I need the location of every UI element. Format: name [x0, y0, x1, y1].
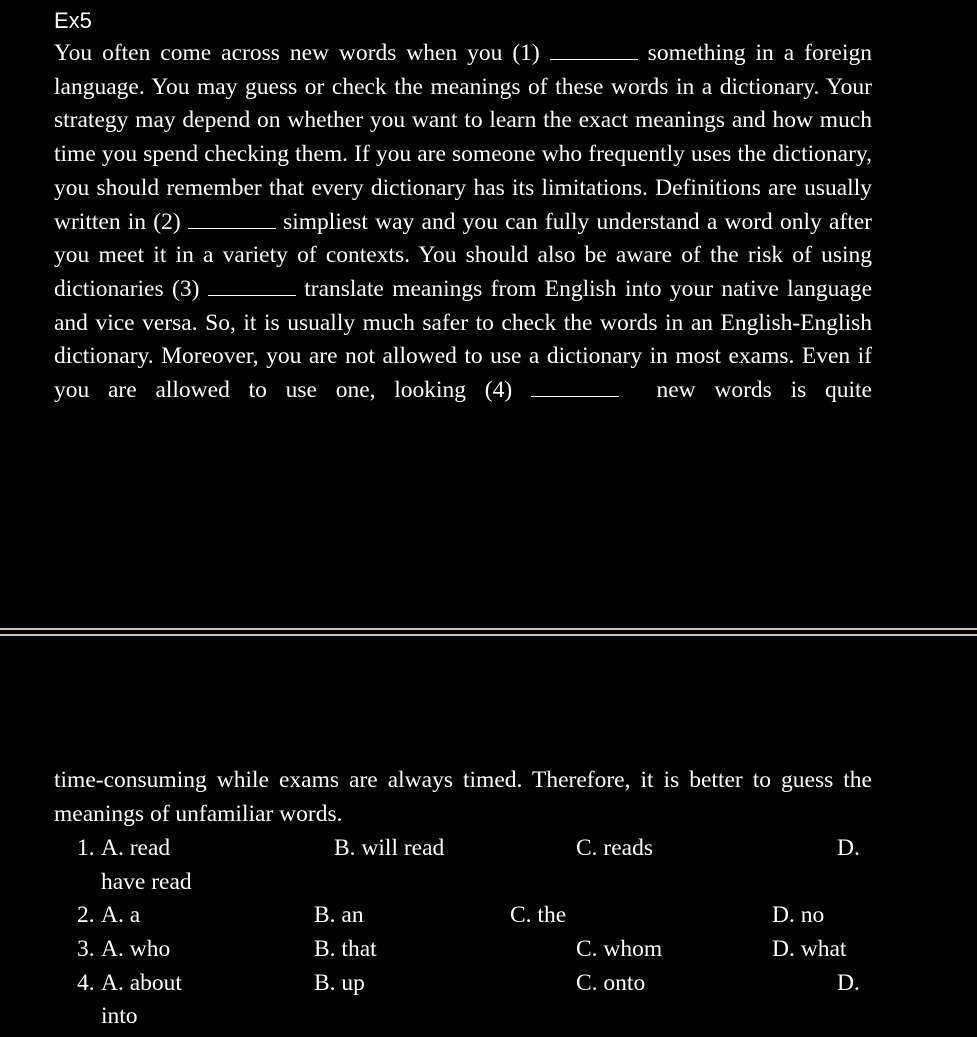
- question-3-number: 3.: [77, 936, 95, 962]
- question-2-option-b[interactable]: B. an: [314, 902, 364, 928]
- passage-paragraph-1: [54, 37, 872, 408]
- passage-text-segment: new words is quite: [618, 377, 872, 404]
- passage-text-segment: You often come across new words when you (1): [54, 40, 550, 66]
- question-1-option-a[interactable]: A. read: [101, 835, 171, 861]
- question-2-option-d[interactable]: D. no: [772, 902, 825, 928]
- question-4-number: 4.: [77, 970, 95, 996]
- question-2-option-c[interactable]: C. the: [510, 902, 567, 928]
- question-3-option-b[interactable]: B. that: [314, 936, 377, 962]
- question-1-number: 1.: [77, 835, 95, 861]
- passage-text-segment: translate meanings from English into your native language and vice versa. So, it is usually much safer to check the words in an English-English dictionary. Moreover, you are not allowed to use a dictionary in most exams. Even if you are allowed to use one, looking (4): [54, 275, 873, 404]
- question-4-option-d-text[interactable]: into: [101, 1003, 138, 1029]
- passage-text-segment: something in a foreign language. You may guess or check the meanings of these words in a dictionary. Your strategy may depend on whether you want to learn the exact meanings and how much time you spend checking them. If you are someone who frequently uses the dictionary, you should remember that every dictionary has its limitations. Definitions are usually written in (2): [54, 40, 873, 235]
- question-1-option-d-text[interactable]: have read: [101, 869, 192, 895]
- question-4-option-c[interactable]: C. onto: [576, 970, 646, 996]
- question-1-option-c[interactable]: C. reads: [576, 835, 654, 861]
- passage-text-segment: simpliest way and you can fully understand a word only after you meet it in a variety of contexts. You should also be aware of the risk of using dictionaries (3): [54, 208, 872, 302]
- question-2-number: 2.: [77, 902, 95, 928]
- page-divider-bottom: [0, 634, 977, 636]
- passage-paragraph-2: time-consuming while exams are always timed. Therefore, it is better to guess the meanings of unfamiliar words.: [54, 767, 872, 827]
- exercise-heading: Ex5: [54, 8, 92, 33]
- answer-blank-2[interactable]: [188, 208, 276, 229]
- question-3-option-d[interactable]: D. what: [772, 936, 847, 962]
- question-1-option-d[interactable]: D.: [837, 835, 860, 861]
- answer-blank-4[interactable]: [531, 376, 619, 397]
- answer-blank-1[interactable]: [550, 39, 638, 60]
- question-4-option-a[interactable]: A. about: [101, 970, 182, 996]
- question-1-option-b[interactable]: B. will read: [334, 835, 445, 861]
- page-divider-top: [0, 628, 977, 630]
- question-2-option-a[interactable]: A. a: [101, 902, 141, 928]
- question-3-option-c[interactable]: C. whom: [576, 936, 663, 962]
- answer-blank-3[interactable]: [208, 275, 296, 296]
- question-3-option-a[interactable]: A. who: [101, 936, 171, 962]
- question-4-option-d[interactable]: D.: [837, 970, 860, 996]
- question-4-option-b[interactable]: B. up: [314, 970, 365, 996]
